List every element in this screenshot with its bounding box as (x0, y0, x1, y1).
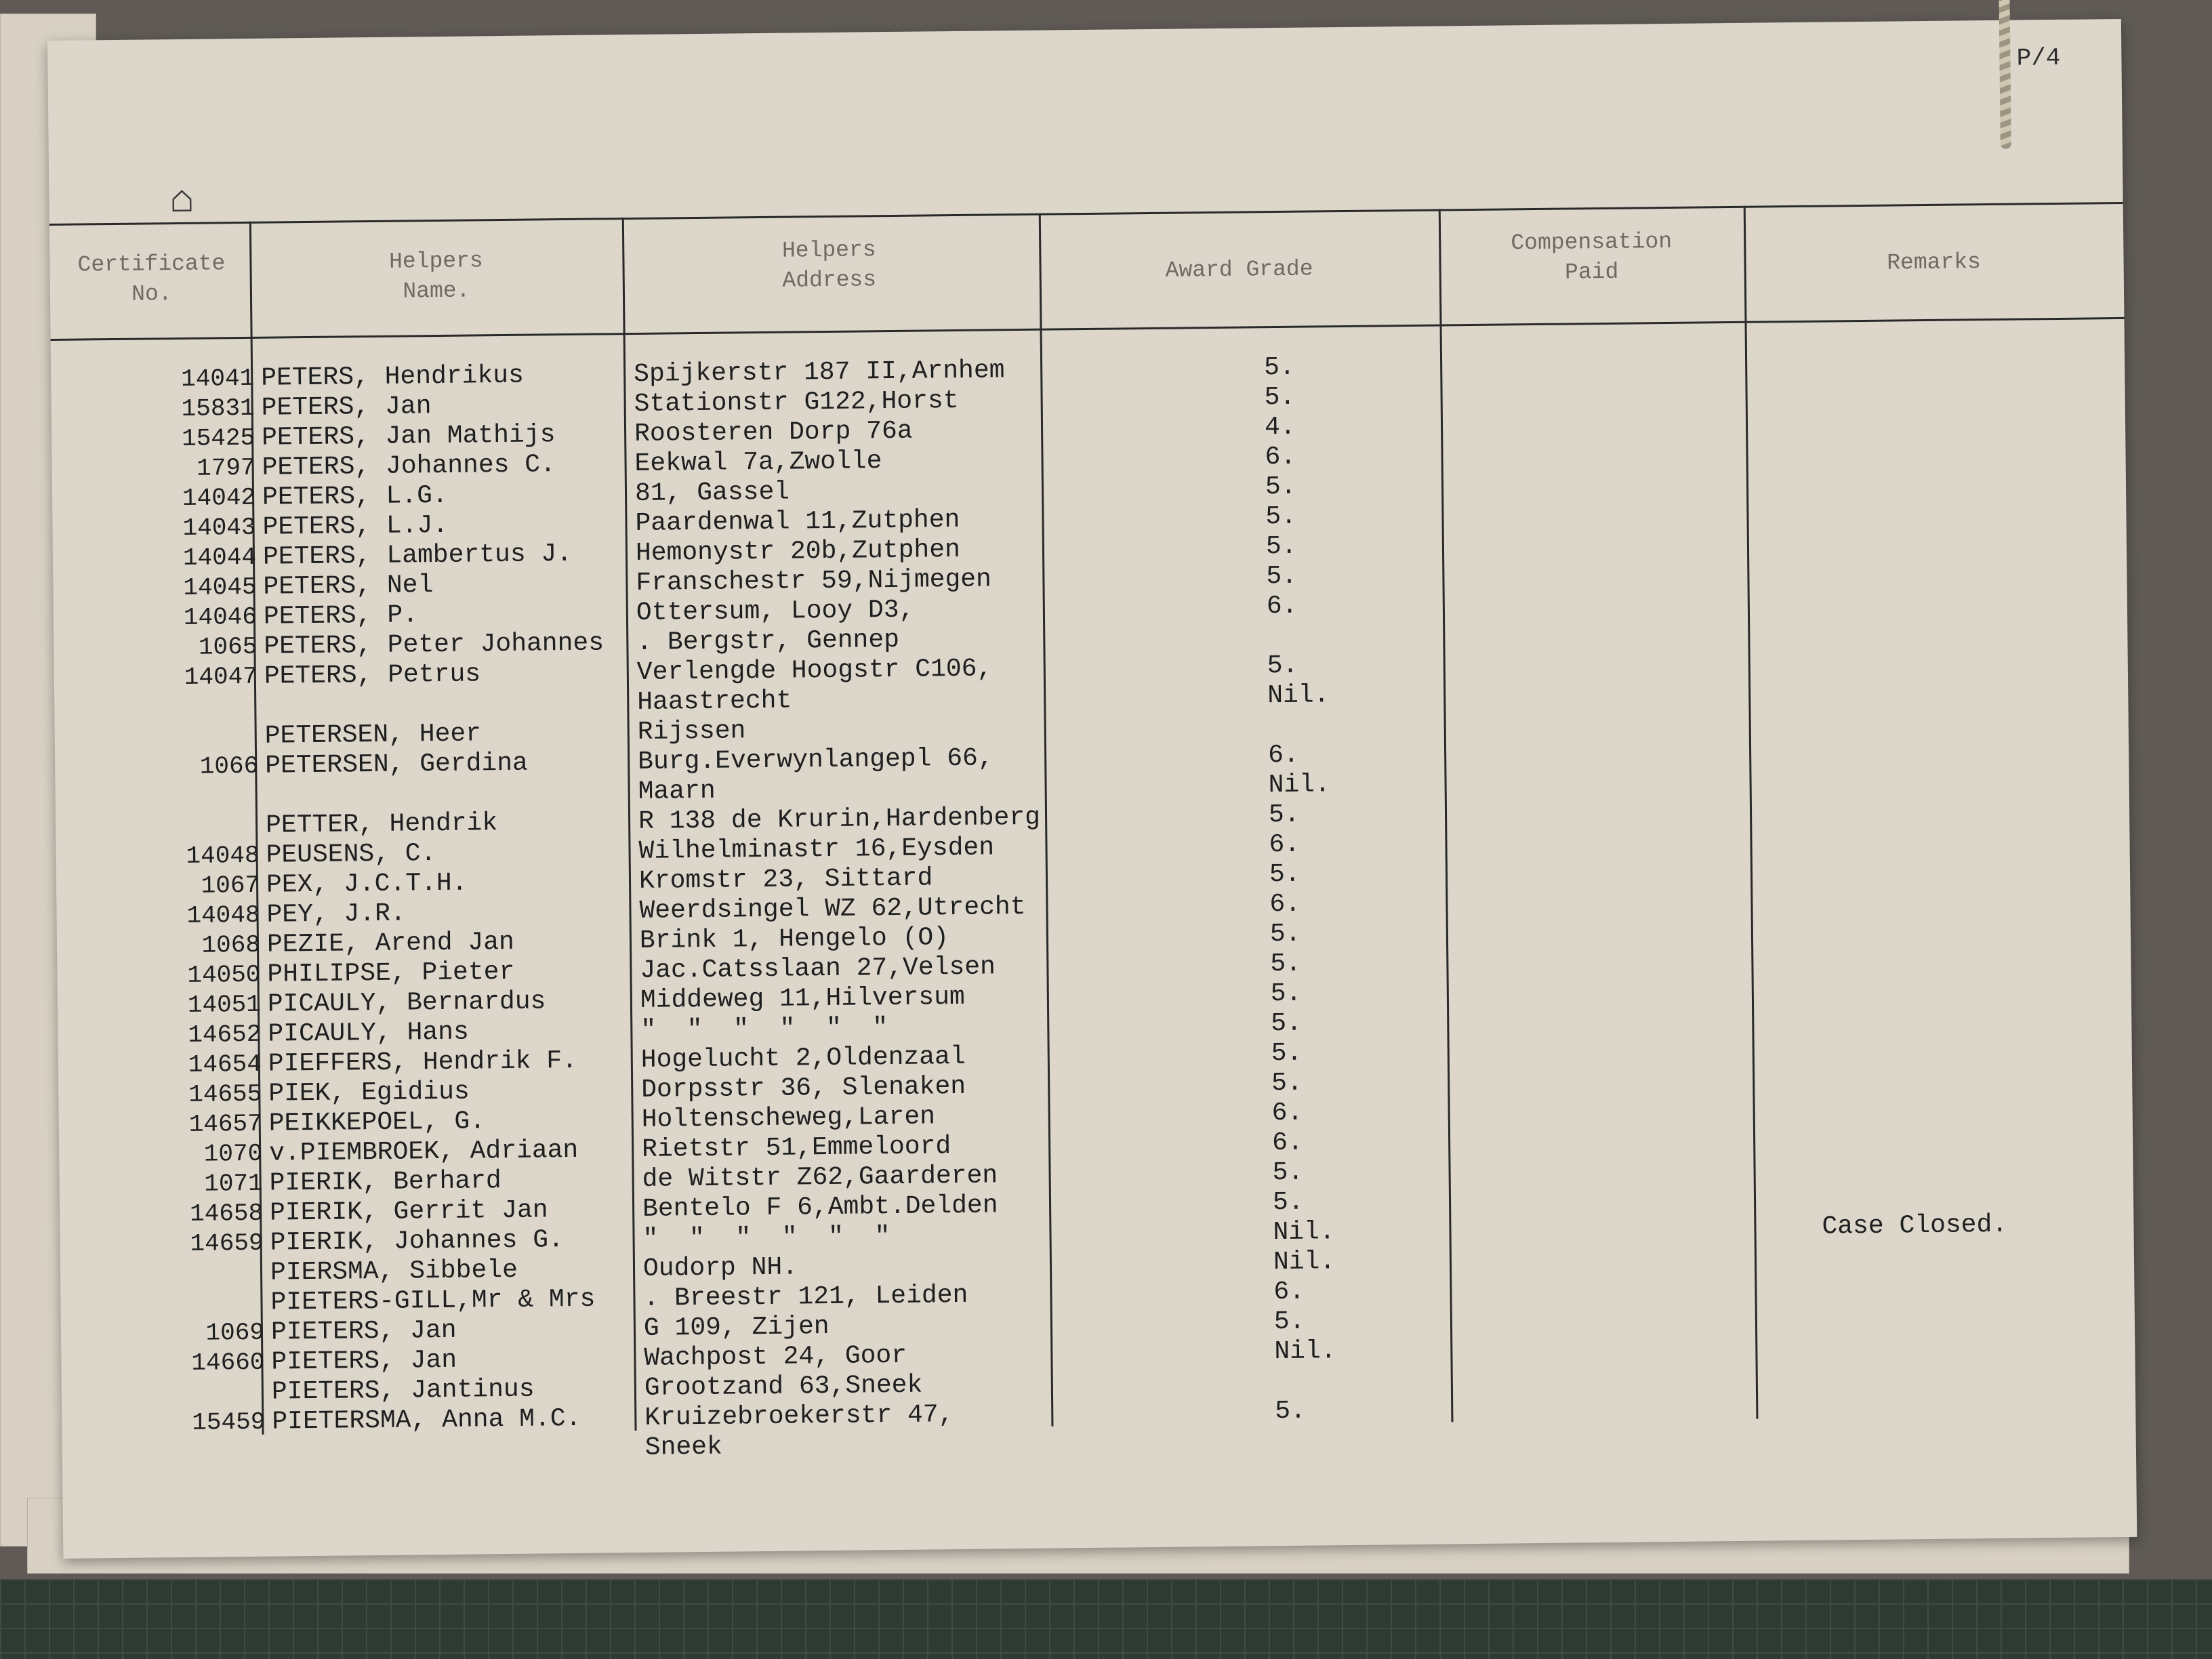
award-grade: 5. (1272, 1158, 1304, 1188)
helper-address: " " " " " " (642, 1222, 890, 1254)
cert-no: 14655 (188, 1080, 262, 1109)
helper-address: Ottersum, Looy D3, (636, 595, 915, 628)
helper-name: PEIKKEPOEL, G. (268, 1107, 486, 1139)
helper-address: 81, Gassel (634, 477, 790, 508)
helper-address: Jac.Catsslaan 27,Velsen (640, 952, 996, 985)
helper-address: R 138 de Krurin,Hardenberg (638, 802, 1041, 836)
header-address: Helpers Address (781, 237, 877, 293)
award-grade: 5. (1265, 531, 1297, 562)
award-grade: 5. (1270, 979, 1302, 1009)
remark: Case Closed. (1822, 1210, 2008, 1242)
cert-no: 15831 (181, 394, 255, 423)
helper-name: PEX, J.C.T.H. (266, 868, 468, 900)
award-grade: 6. (1265, 442, 1296, 472)
helper-address: Wachpost 24, Goor (644, 1340, 907, 1373)
cert-no: 14044 (182, 543, 257, 572)
award-grade: Nil. (1273, 1217, 1335, 1248)
helper-name: PIETERSMA, Anna M.C. (272, 1404, 581, 1437)
header-compensation: Compensation Paid (1511, 228, 1673, 285)
helper-address: de Witstr Z62,Gaarderen (642, 1161, 998, 1194)
helper-address: Haastrecht (637, 686, 792, 717)
helper-address: Franschestr 59,Nijmegen (636, 565, 992, 598)
helper-address: Spijkerstr 187 II,Arnhem (633, 356, 1005, 389)
helper-name: PIERIK, Berhard (269, 1166, 501, 1198)
cert-no: 14657 (188, 1109, 262, 1139)
helper-address: Eekwal 7a,Zwolle (634, 447, 882, 478)
award-grade: 5. (1273, 1307, 1305, 1337)
cert-no: 14046 (183, 602, 258, 632)
helper-name: PETERS, Peter Johannes (264, 628, 605, 661)
helper-address: " " " " " " (640, 1013, 888, 1045)
helper-address: Roosteren Dorp 76a (634, 416, 913, 449)
helper-name: PETTER, Hendrik (265, 808, 498, 840)
page-label: P/4 (2016, 43, 2061, 73)
helper-name: PIERSMA, Sibbele (270, 1255, 518, 1288)
helper-name: PIETERS, Jan (270, 1315, 457, 1347)
helper-address: G 109, Zijen (643, 1312, 830, 1343)
award-grade: 5. (1269, 859, 1300, 890)
award-grade: 5. (1272, 1187, 1304, 1218)
award-grade: 5. (1271, 1008, 1303, 1039)
helper-address: . Bergstr, Gennep (636, 625, 900, 657)
header-name: Helpers Name. (388, 248, 483, 304)
binding-string (1999, 0, 2011, 149)
award-grade: Nil. (1274, 1336, 1336, 1367)
award-grade: 5. (1263, 352, 1295, 383)
helper-name: PETERS, Jan Mathijs (261, 420, 556, 453)
award-grade: 5. (1268, 800, 1300, 830)
helper-name: PETERS, Petrus (264, 659, 481, 691)
award-grade: 5. (1269, 919, 1301, 949)
helper-name: PIETERS, Jan (271, 1345, 457, 1377)
cert-no: 15459 (192, 1408, 266, 1437)
helper-address: Oudorp NH. (642, 1252, 798, 1284)
cert-no: 1065 (198, 632, 258, 661)
helper-name: PIETERS, Jantinus (271, 1374, 535, 1407)
award-grade: 6. (1269, 830, 1300, 860)
punch-mark-icon: ⌂ (169, 178, 194, 225)
award-grade: Nil. (1267, 680, 1330, 711)
award-grade: 5. (1265, 472, 1296, 502)
helper-address: Brink 1, Hengelo (O) (639, 923, 949, 956)
helper-name: PIEK, Egidius (268, 1077, 470, 1109)
helper-name: PHILIPSE, Pieter (267, 957, 515, 989)
helper-name: PETERSEN, Gerdina (264, 748, 529, 781)
award-grade: 5. (1266, 561, 1298, 592)
award-grade: 5. (1271, 1038, 1303, 1069)
cert-no: 14051 (187, 990, 262, 1019)
cert-no: 14048 (186, 901, 260, 930)
helper-name: PETERS, L.J. (262, 510, 449, 542)
cert-no: 14048 (186, 841, 260, 870)
helper-name: PETERS, P. (263, 600, 419, 632)
document-page (47, 19, 2137, 1559)
helper-address: Burg.Everwynlangepl 66, (637, 743, 994, 777)
award-grade: 6. (1271, 1098, 1303, 1128)
helper-address: Hogelucht 2,Oldenzaal (640, 1042, 966, 1075)
helper-address: Weerdsingel WZ 62,Utrecht (639, 892, 1026, 926)
header-remarks: Remarks (1887, 249, 1982, 276)
award-grade: Nil. (1273, 1247, 1336, 1277)
award-grade: 6. (1269, 889, 1301, 920)
helper-name: PETERS, Johannes C. (262, 450, 556, 483)
helper-name: PICAULY, Hans (268, 1017, 470, 1049)
award-grade: 5. (1270, 949, 1302, 979)
helper-address: Dorpsstr 36, Slenaken (641, 1071, 966, 1105)
helper-name: PETERS, Hendrikus (261, 361, 525, 393)
helper-name: PETERS, Lambertus J. (262, 539, 573, 572)
helper-name: PEUSENS, C. (266, 839, 436, 870)
cert-no: 14654 (188, 1050, 262, 1079)
helper-address: Holtenscheweg,Laren (641, 1102, 936, 1134)
helper-address: Maarn (638, 776, 716, 806)
helper-address: Stationstr G122,Horst (634, 386, 959, 419)
helper-address: Rietstr 51,Emmeloord (641, 1132, 951, 1164)
helper-address: Kruizebroekerstr 47, (644, 1400, 954, 1433)
helper-name: PETERS, L.G. (262, 480, 448, 512)
cert-no: 1066 (199, 752, 259, 781)
award-grade: 6. (1266, 591, 1298, 621)
award-grade: 4. (1264, 412, 1296, 443)
cert-no: 14050 (187, 960, 261, 989)
cert-no: 1067 (201, 871, 260, 900)
helper-name: PEY, J.R. (266, 899, 406, 930)
cert-no: 1070 (203, 1139, 263, 1168)
award-grade: 5. (1264, 382, 1296, 413)
award-grade: 6. (1267, 740, 1299, 771)
cert-no: 14658 (189, 1199, 264, 1228)
helper-address: Rijssen (637, 716, 746, 747)
cert-no: 14047 (184, 662, 258, 691)
helper-address: Paardenwal 11,Zutphen (635, 505, 960, 538)
header-certificate: Certificate No. (77, 251, 226, 307)
helper-name: PETERS, Nel (263, 571, 434, 602)
cert-no: 14652 (188, 1020, 262, 1049)
cert-no: 14659 (190, 1229, 264, 1258)
helper-address: Grootzand 63,Sneek (644, 1370, 923, 1403)
helper-name: PETERSEN, Heer (264, 719, 482, 751)
helper-name: PICAULY, Bernardus (267, 987, 546, 1019)
table-top-rule (49, 202, 2123, 226)
cert-no: 14660 (191, 1348, 265, 1377)
cert-no: 1068 (201, 930, 261, 960)
helper-address: . Breestr 121, Leiden (643, 1280, 968, 1313)
table (49, 175, 2136, 1491)
cert-no: 14041 (180, 364, 255, 393)
cert-no: 1071 (204, 1169, 263, 1198)
helper-name: v.PIEMBROEK, Adriaan (268, 1135, 579, 1168)
award-grade: 5. (1275, 1396, 1307, 1427)
helper-name: PIERIK, Johannes G. (270, 1225, 565, 1258)
helper-address: Hemonystr 20b,Zutphen (635, 535, 961, 568)
helper-name: PIETERS-GILL,Mr & Mrs (270, 1284, 596, 1317)
cert-no: 1797 (196, 453, 255, 483)
cert-no: 14045 (183, 573, 257, 602)
helper-name: PEZIE, Arend Jan (266, 927, 515, 960)
cert-no: 14043 (182, 513, 256, 542)
helper-address: Kromstr 23, Sittard (638, 863, 933, 896)
header-bottom-rule (51, 317, 2125, 341)
helper-address: Verlengde Hoogstr C106, (636, 654, 993, 687)
award-grade: 5. (1271, 1068, 1303, 1099)
helper-address: Middeweg 11,Hilversum (640, 982, 965, 1015)
helper-name: PIERIK, Gerrit Jan (269, 1195, 548, 1228)
cutting-mat (0, 1579, 2212, 1659)
cert-no: 1069 (205, 1318, 265, 1347)
helper-address: Bentelo F 6,Ambt.Delden (642, 1191, 998, 1224)
cert-no: 15425 (181, 424, 255, 453)
header-grade: Award Grade (1165, 256, 1313, 283)
helper-name: PETERS, Jan (261, 392, 432, 423)
helper-address: Wilhelminastr 16,Eysden (638, 833, 995, 866)
award-grade: 6. (1271, 1128, 1303, 1158)
award-grade: Nil. (1268, 770, 1331, 800)
award-grade: 6. (1273, 1277, 1305, 1307)
award-grade: 5. (1267, 651, 1298, 681)
helper-address: Sneek (644, 1432, 723, 1462)
cert-no: 14042 (182, 483, 256, 512)
helper-name: PIEFFERS, Hendrik F. (268, 1046, 578, 1079)
award-grade: 5. (1265, 501, 1297, 532)
